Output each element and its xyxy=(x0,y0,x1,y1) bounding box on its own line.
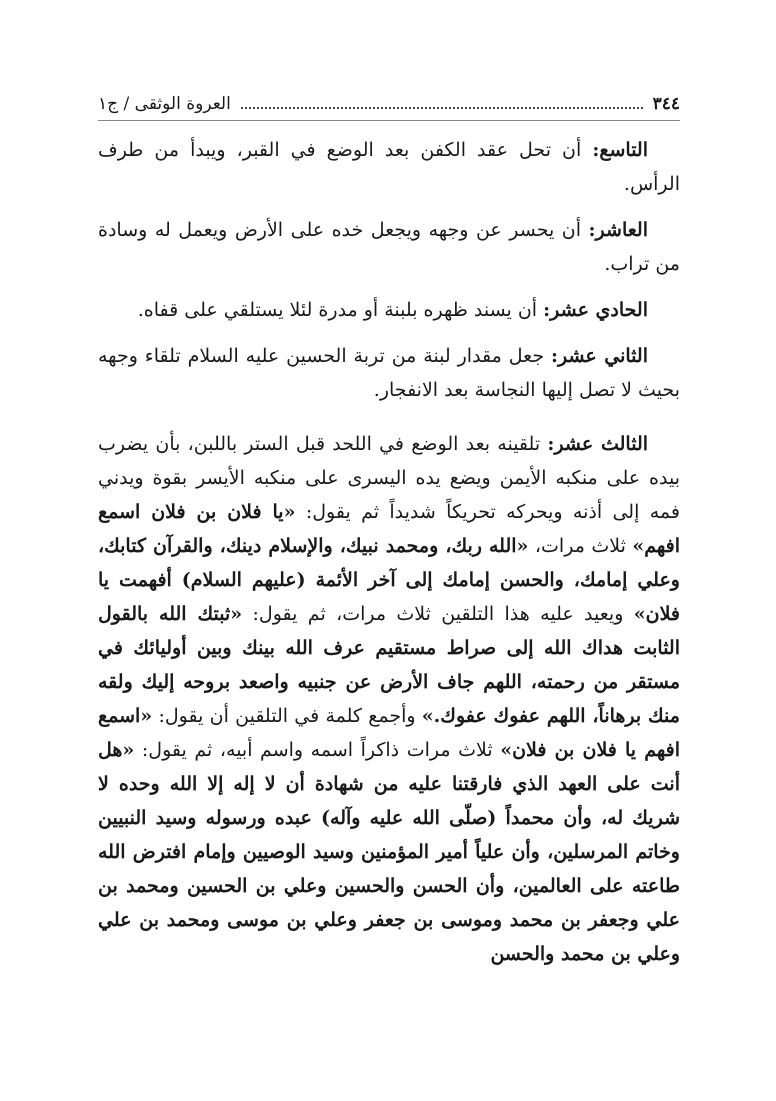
paragraph-text: أن يسند ظهره بلبنة أو مدرة لئلا يستلقي على قفاه. xyxy=(137,299,538,321)
header-leader-dots xyxy=(241,107,643,109)
paragraph-lead: الثاني عشر: xyxy=(550,345,648,367)
paragraph-text: جعل مقدار لبنة من تربة الحسين عليه السلام تلقاء وجهه بحيث لا تصل إليها النجاسة بعد الانفجار. xyxy=(98,345,680,401)
paragraph-text: أن تحل عقد الكفن بعد الوضع في القبر، ويبدأ من طرف الرأس. xyxy=(98,139,680,195)
talqin-text: ويعيد عليه هذا التلقين ثلاث مرات، ثم يقول: xyxy=(252,603,624,625)
paragraph-tenth xyxy=(98,213,680,281)
talqin-text: تلقينه بعد الوضع في اللحد قبل الستر باللبن، بأن يضرب بيده على منكبه الأيمن ويضع يده اليسرى على منكبه الأيسر بقوة ويدني فمه إلى أذنه ويحركه تحريكاً شديداً ثم يقول: xyxy=(98,433,680,523)
running-header xyxy=(98,88,680,121)
paragraph-thirteenth-talqin xyxy=(98,427,680,971)
page-number: ٣٤٤ xyxy=(652,94,680,114)
talqin-quote: «الله ربك، ومحمد نبيك، والإسلام دينك، والقرآن كتابك، وعلي إمامك، والحسن إمامك إلى آخر الأئمة (عليهم السلام) أفهمت يا فلان» xyxy=(98,535,680,625)
paragraph-twelfth xyxy=(98,339,680,407)
talqin-text: وأجمع كلمة في التلقين أن يقول: xyxy=(158,705,416,727)
book-page xyxy=(98,88,680,983)
paragraph-lead: الثالث عشر: xyxy=(547,433,649,455)
book-title: العروة الوثقى / ج١ xyxy=(98,94,231,114)
talqin-quote: «يا فلان بن فلان اسمع افهم» xyxy=(98,501,680,557)
talqin-text: ثلاث مرات ذاكراً اسمه واسم أبيه، ثم يقول: xyxy=(141,739,493,761)
paragraph-eleventh xyxy=(98,293,680,327)
paragraph-lead: التاسع: xyxy=(592,139,648,161)
paragraph-lead: الحادي عشر: xyxy=(543,299,648,321)
talqin-text: ثلاث مرات، xyxy=(534,535,626,557)
paragraph-text: أن يحسر عن وجهه ويجعل خده على الأرض ويعمل له وسادة من تراب. xyxy=(98,219,680,275)
talqin-quote: «ثبتك الله بالقول الثابت هداك الله إلى صراط مستقيم عرف الله بينك وبين أوليائك في مستقر من رحمته، اللهم جاف الأرض عن جنبيه واصعد بروحه إليك ولقه منك برهاناً، اللهم عفوك عفوك.» xyxy=(98,603,680,727)
paragraph-lead: العاشر: xyxy=(588,219,648,241)
paragraph-ninth xyxy=(98,133,680,201)
talqin-quote: «اسمع افهم يا فلان بن فلان» xyxy=(98,705,680,761)
talqin-quote: «هل أنت على العهد الذي فارقتنا عليه من شهادة أن لا إله إلا الله وحده لا شريك له، وأن محمداً (صلّى الله عليه وآله) عبده ورسوله وسيد النبيين وخاتم المرسلين، وأن علياً أمير المؤمنين وسيد الوصيين وإمام افترض الله طاعته على العالمين، وأن الحسن والحسين وعلي بن الحسين ومحمد بن علي وجعفر بن محمد وموسى بن جعفر وعلي بن موسى ومحمد بن علي وعلي بن محمد والحسن xyxy=(98,739,680,965)
spacer xyxy=(98,419,680,427)
